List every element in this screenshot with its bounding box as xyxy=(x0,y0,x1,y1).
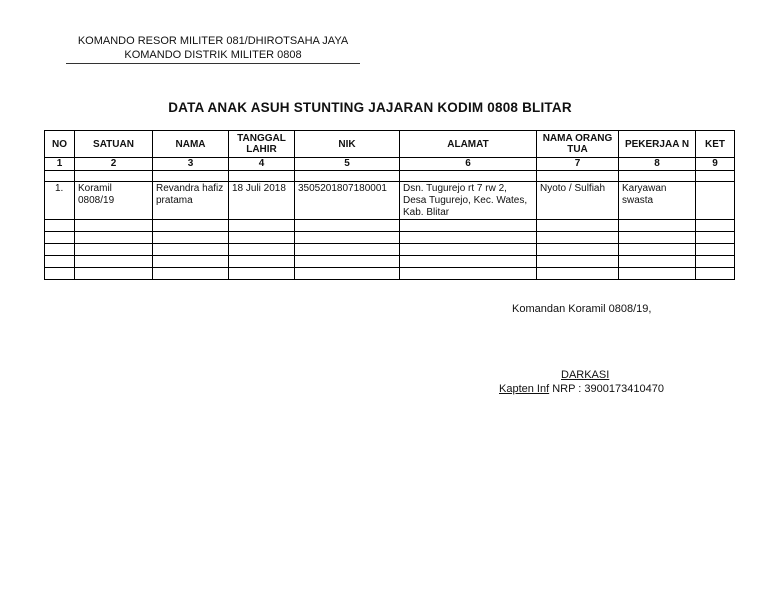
cell-orang-tua: Nyoto / Sulfiah xyxy=(537,182,619,220)
document-title: DATA ANAK ASUH STUNTING JAJARAN KODIM 0808 BLITAR xyxy=(168,100,572,115)
cell-alamat: Dsn. Tugurejo rt 7 rw 2, Desa Tugurejo, Kec. Wates, Kab. Blitar xyxy=(400,182,537,220)
table-row xyxy=(45,182,735,220)
column-number: 3 xyxy=(153,158,229,171)
cell-nama: Revandra hafiz pratama xyxy=(153,182,229,220)
cell-ket xyxy=(696,182,735,220)
cell-nik: 3505201807180001 xyxy=(295,182,400,220)
column-number: 1 xyxy=(45,158,75,171)
cell-tanggal-lahir: 18 Juli 2018 xyxy=(229,182,295,220)
signature-rank-nrp xyxy=(499,383,664,395)
cell-no: 1. xyxy=(45,182,75,220)
header-ket: KET xyxy=(696,131,735,158)
cell-pekerjaan: Karyawan swasta xyxy=(619,182,696,220)
data-table xyxy=(44,130,735,280)
signature-rank: Kapten Inf xyxy=(499,383,550,395)
letterhead xyxy=(66,34,360,64)
signature-nrp: NRP : 3900173410470 xyxy=(549,383,664,395)
column-number: 7 xyxy=(537,158,619,171)
empty-row xyxy=(45,256,735,268)
table-header-row xyxy=(45,131,735,158)
column-number: 2 xyxy=(75,158,153,171)
empty-row xyxy=(45,268,735,280)
header-no: NO xyxy=(45,131,75,158)
empty-row xyxy=(45,244,735,256)
header-satuan: SATUAN xyxy=(75,131,153,158)
letterhead-line-2: KOMANDO DISTRIK MILITER 0808 xyxy=(66,48,360,64)
column-number-row xyxy=(45,158,735,171)
column-number: 4 xyxy=(229,158,295,171)
header-alamat: ALAMAT xyxy=(400,131,537,158)
cell-satuan: Koramil 0808/19 xyxy=(75,182,153,220)
header-pekerjaan: PEKERJAA N xyxy=(619,131,696,158)
letterhead-line-1: KOMANDO RESOR MILITER 081/DHIROTSAHA JAYA xyxy=(77,35,349,47)
empty-row xyxy=(45,232,735,244)
column-number: 6 xyxy=(400,158,537,171)
column-number: 5 xyxy=(295,158,400,171)
header-nama: NAMA xyxy=(153,131,229,158)
column-number: 8 xyxy=(619,158,696,171)
header-tanggal-lahir: TANGGAL LAHIR xyxy=(229,131,295,158)
column-number: 9 xyxy=(696,158,735,171)
spacer-row xyxy=(45,171,735,182)
signature-title: Komandan Koramil 0808/19, xyxy=(512,303,652,315)
header-nik: NIK xyxy=(295,131,400,158)
empty-row xyxy=(45,220,735,232)
header-orang-tua: NAMA ORANG TUA xyxy=(537,131,619,158)
signature-name: DARKASI xyxy=(561,369,610,381)
